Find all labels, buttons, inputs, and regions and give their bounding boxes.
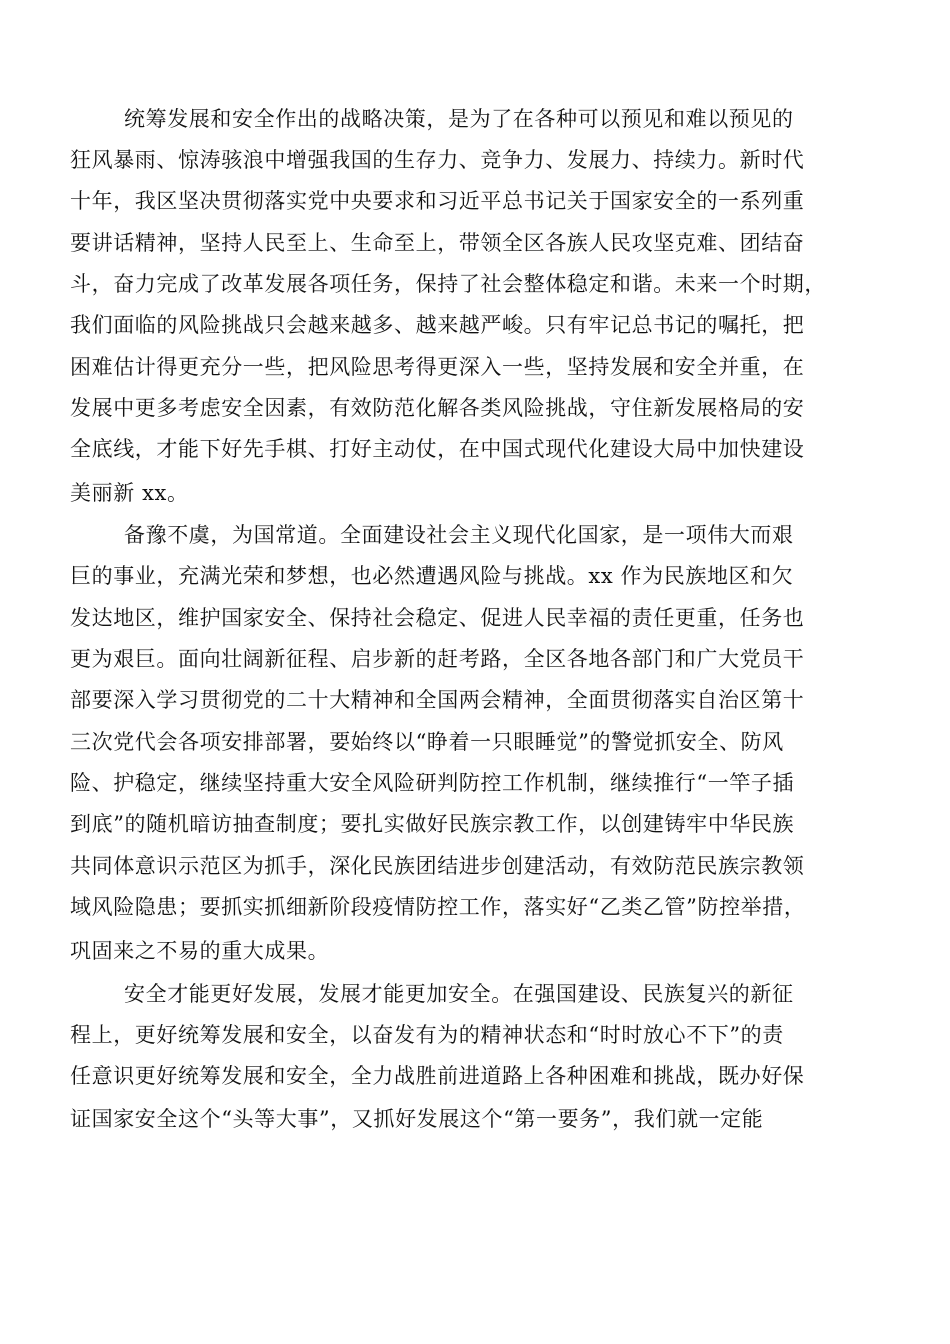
paragraph-line: 发达地区，维护国家安全、保持社会稳定、促进人民幸福的责任更重，任务也: [70, 606, 805, 630]
paragraph-line: 要讲话精神，坚持人民至上、生命至上，带领全区各族人民攻坚克难、团结奋: [70, 231, 805, 255]
paragraph-line: 巨的事业，充满光荣和梦想，也必然遭遇风险与挑战。xx 作为民族地区和欠: [70, 564, 794, 588]
paragraph-line: 统筹发展和安全作出的战略决策，是为了在各种可以预见和难以预见的: [124, 107, 794, 131]
paragraph-line: 十年，我区坚决贯彻落实党中央要求和习近平总书记关于国家安全的一系列重: [70, 189, 805, 213]
paragraph-line: 困难估计得更充分一些，把风险思考得更深入一些，坚持发展和安全并重，在: [70, 355, 805, 379]
paragraph-line: 到底”的随机暗访抽查制度；要扎实做好民族宗教工作，以创建铸牢中华民族: [70, 812, 795, 836]
paragraph-line: 更为艰巨。面向壮阔新征程、启步新的赶考路，全区各地各部门和广大党员干: [70, 647, 805, 671]
paragraph-line: 巩固来之不易的重大成果。: [70, 939, 330, 963]
paragraph-line: 部要深入学习贯彻党的二十大精神和全国两会精神，全面贯彻落实自治区第十: [70, 688, 805, 712]
paragraph-line: 狂风暴雨、惊涛骇浪中增强我国的生存力、竞争力、发展力、持续力。新时代: [70, 148, 805, 172]
paragraph-line: 美丽新 xx。: [70, 481, 189, 505]
paragraph-line: 三次党代会各项安排部署，要始终以“睁着一只眼睡觉”的警觉抓安全、防风: [70, 730, 784, 754]
paragraph-line: 域风险隐患；要抓实抓细新阶段疫情防控工作，落实好“乙类乙管”防控举措，: [70, 895, 806, 919]
paragraph-line: 备豫不虞，为国常道。全面建设社会主义现代化国家，是一项伟大而艰: [124, 523, 794, 547]
paragraph-line: 证国家安全这个“头等大事”，又抓好发展这个“第一要务”，我们就一定能: [70, 1107, 764, 1131]
paragraph-line: 任意识更好统筹发展和安全，全力战胜前进道路上各种困难和挑战，既办好保: [70, 1064, 805, 1088]
paragraph-line: 我们面临的风险挑战只会越来越多、越来越严峻。只有牢记总书记的嘱托，把: [70, 313, 805, 337]
paragraph-line: 全底线，才能下好先手棋、打好主动仗，在中国式现代化建设大局中加快建设: [70, 437, 805, 461]
paragraph-line: 斗，奋力完成了改革发展各项任务，保持了社会整体稳定和谐。未来一个时期，: [70, 272, 826, 296]
paragraph-line: 共同体意识示范区为抓手，深化民族团结进步创建活动，有效防范民族宗教领: [70, 854, 805, 878]
paragraph-line: 安全才能更好发展，发展才能更加安全。在强国建设、民族复兴的新征: [124, 982, 794, 1006]
paragraph-line: 险、护稳定，继续坚持重大安全风险研判防控工作机制，继续推行“一竿子插: [70, 771, 795, 795]
paragraph-line: 程上，更好统筹发展和安全，以奋发有为的精神状态和“时时放心不下”的责: [70, 1023, 784, 1047]
paragraph-line: 发展中更多考虑安全因素，有效防范化解各类风险挑战，守住新发展格局的安: [70, 396, 805, 420]
